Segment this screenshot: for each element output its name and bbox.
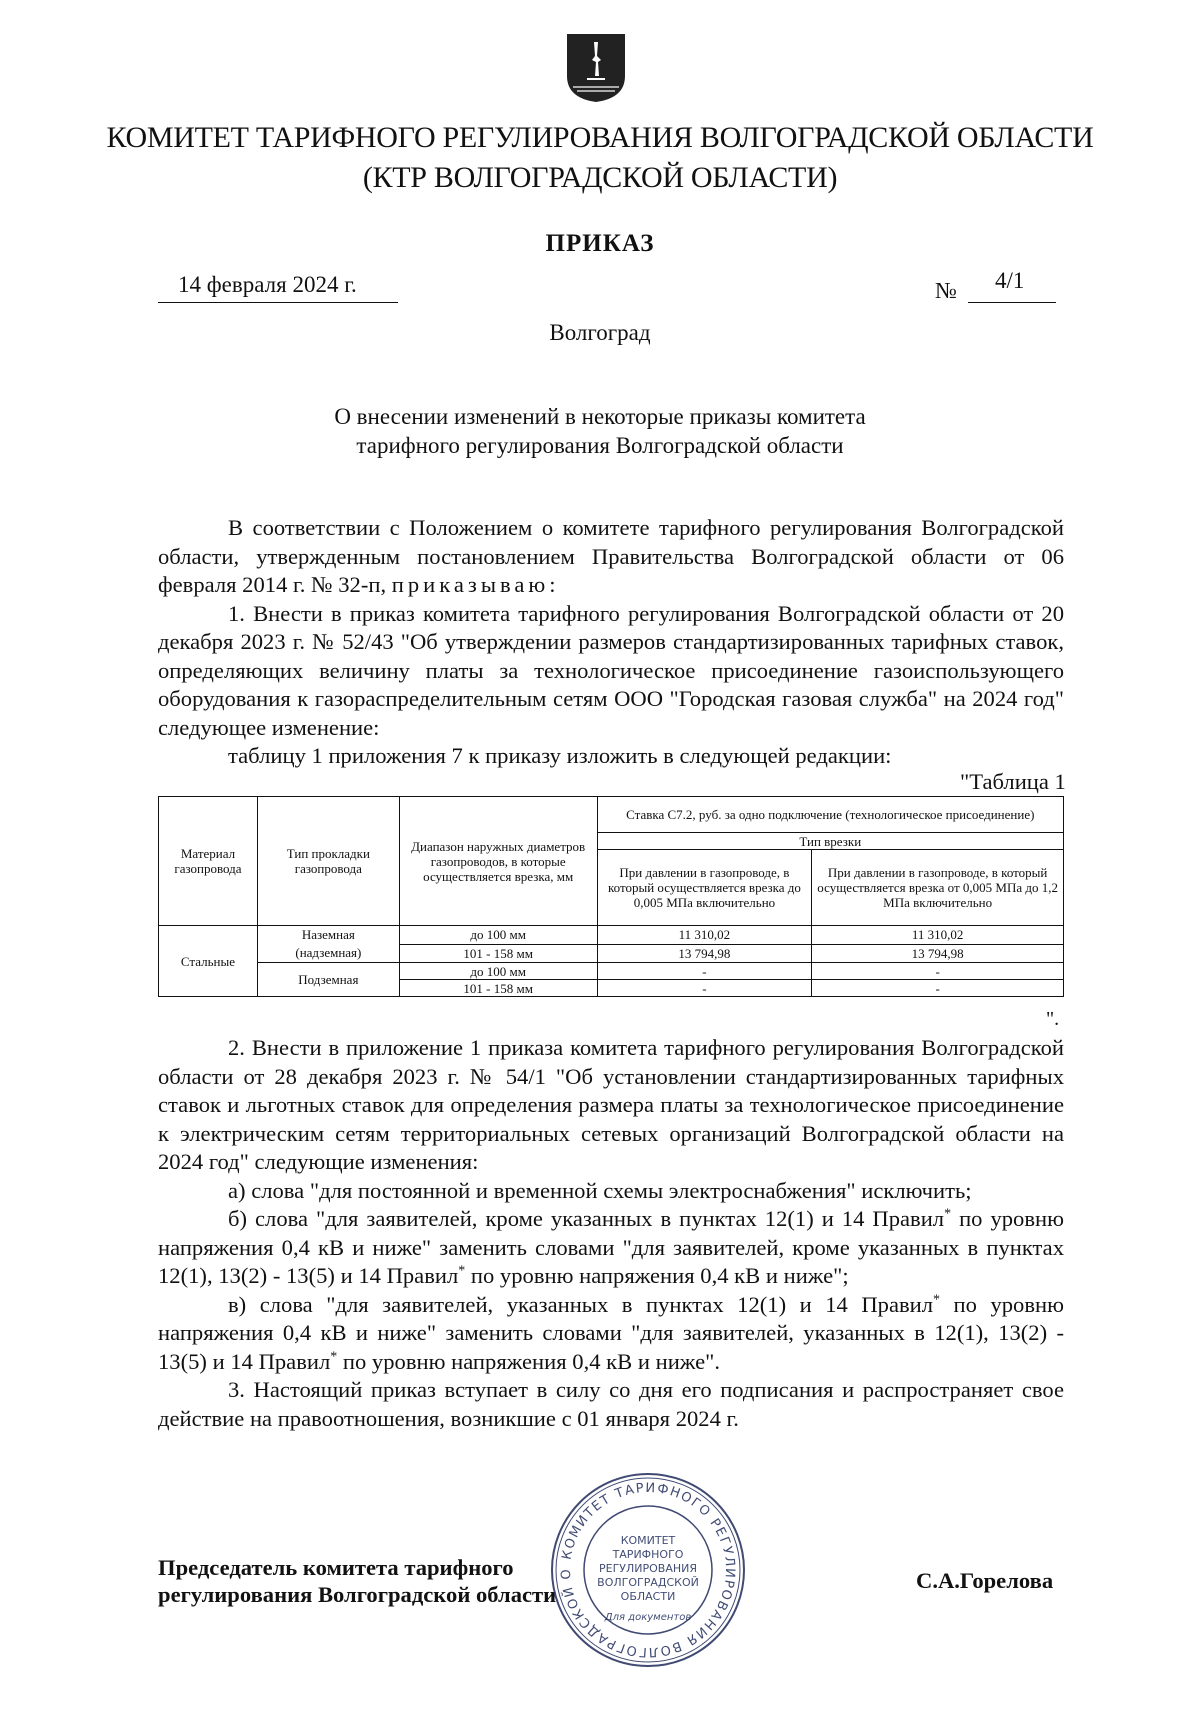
org-name: КОМИТЕТ ТАРИФНОГО РЕГУЛИРОВАНИЯ ВОЛГОГРАДСКОЙ ОБЛАСТИ xyxy=(106,121,1094,154)
svg-text:КОМИТЕТ: КОМИТЕТ xyxy=(620,1534,676,1547)
header-rate: Ставка C7.2, руб. за одно подключение (технологическое присоединение) xyxy=(597,797,1063,833)
svg-text:ОБЛАСТИ: ОБЛАСТИ xyxy=(620,1590,676,1603)
svg-text:ВОЛГОГРАДСКОЙ: ВОЛГОГРАДСКОЙ xyxy=(597,1576,699,1589)
table-cell: - xyxy=(597,963,812,980)
header-diameter: Диапазон наружных диаметров газопроводов, в которые осуществляется врезка, мм xyxy=(399,797,597,926)
header-high-pressure: При давлении в газопроводе, в который осуществляется врезка от 0,005 МПа до 1,2 МПа включительно xyxy=(812,850,1064,926)
number-label: № xyxy=(935,278,957,303)
item-1: 1. Внести в приказ комитета тарифного регулирования Волгоградской области от 20 декабря 2023 г. № 52/43 "Об утверждении размеров стандартизированных тарифных ставок, определяющих величину платы за технологическое присоединение газоиспользующего оборудования к газораспределительным сетям ООО "Городская газовая служба" на 2024 год" следующее изменение: xyxy=(158,600,1064,740)
item-1-sub: таблицу 1 приложения 7 к приказу изложить в следующей редакции: xyxy=(228,743,892,768)
table-close-quote: ". xyxy=(1046,1008,1060,1030)
table-cell: - xyxy=(597,980,812,997)
signatory-title-line-1: Председатель комитета тарифного xyxy=(158,1555,514,1580)
cell-laying-under: Подземная xyxy=(257,963,399,997)
item-2: 2. Внести в приложение 1 приказа комитета тарифного регулирования Волгоградской области от 28 декабря 2023 г. № 54/1 "Об установлении стандартизированных тарифных ставок и льготных ставок для определения размера платы за технологическое присоединение к электрическим сетям территориальных сетевых организаций Волгоградской области на 2024 год" следующие изменения: xyxy=(158,1035,1064,1174)
svg-text:ТАРИФНОГО: ТАРИФНОГО xyxy=(612,1548,684,1561)
subject-line-2: тарифного регулирования Волгоградской области xyxy=(356,433,844,458)
body-part-1 xyxy=(158,514,1064,771)
preamble-text: В соответствии с Положением о комитете тарифного регулирования Волгоградской области, утвержденным постановлением Правительства Волгоградской области от 06 февраля 2014 г. № 32-п, xyxy=(158,515,1064,597)
laying-above-line-2: (надземная) xyxy=(295,945,362,960)
official-seal xyxy=(548,1470,748,1670)
subject-line-1: О внесении изменений в некоторые приказы комитета xyxy=(334,404,866,429)
body-part-2 xyxy=(158,1034,1064,1433)
table-cell: 13 794,98 xyxy=(597,944,812,963)
document-subject xyxy=(0,402,1200,460)
cell-laying-above xyxy=(257,926,399,963)
coat-of-arms-icon xyxy=(565,32,627,104)
footnote-asterisk: * xyxy=(330,1348,338,1364)
header-material: Материал газопровода xyxy=(159,797,258,926)
footnote-asterisk: * xyxy=(458,1263,466,1279)
tariff-table xyxy=(158,796,1064,997)
cell-material: Стальные xyxy=(159,926,258,997)
svg-text:Для документов: Для документов xyxy=(604,1612,692,1623)
header-laying: Тип прокладки газопровода xyxy=(257,797,399,926)
document-type: ПРИКАЗ xyxy=(545,230,655,257)
org-short-name: (КТР ВОЛГОГРАДСКОЙ ОБЛАСТИ) xyxy=(362,161,838,194)
table-cell: до 100 мм xyxy=(399,926,597,945)
table-cell: 101 - 158 мм xyxy=(399,944,597,963)
item-2b: б) слова "для заявителей, кроме указанных в пунктах 12(1) и 14 Правил* по уровню напряжения 0,4 кВ и ниже" заменить словами "для заявителей, кроме указанных в пунктах 12(1), 13(2) - 13(5) и 14 Правил* по уровню напряжения 0,4 кВ и ниже"; xyxy=(158,1206,1064,1288)
svg-text:РЕГУЛИРОВАНИЯ: РЕГУЛИРОВАНИЯ xyxy=(598,1562,698,1575)
table-cell: 101 - 158 мм xyxy=(399,980,597,997)
item-2a: а) слова "для постоянной и временной схемы электроснабжения" исключить; xyxy=(228,1177,972,1203)
preamble-verb: приказываю: xyxy=(391,572,560,597)
signatory-title xyxy=(158,1554,556,1608)
table-cell: - xyxy=(812,980,1064,997)
table-caption: "Таблица 1 xyxy=(960,769,1066,794)
table-cell: до 100 мм xyxy=(399,963,597,980)
city: Волгоград xyxy=(549,320,651,345)
item-3: 3. Настоящий приказ вступает в силу со дня его подписания и распространяет свое действие на правоотношения, возникшие с 01 января 2024 г. xyxy=(158,1377,1064,1431)
laying-above-line-1: Наземная xyxy=(301,927,355,942)
table-cell: 11 310,02 xyxy=(597,926,812,945)
footnote-asterisk: * xyxy=(933,1291,941,1307)
signatory-name: С.А.Горелова xyxy=(916,1568,1054,1593)
svg-text:КОМИТЕТ ТАРИФНОГО РЕГУЛИРОВАНИ: КОМИТЕТ ТАРИФНОГО РЕГУЛИРОВАНИЯ ВОЛГОГРАДСКОЙ О xyxy=(558,1480,738,1660)
table-cell: 11 310,02 xyxy=(812,926,1064,945)
header-tie-type: Тип врезки xyxy=(597,833,1063,850)
table-cell: - xyxy=(812,963,1064,980)
document-date: 14 февраля 2024 г. xyxy=(178,272,357,297)
document-number: 4/1 xyxy=(995,268,1025,293)
preamble xyxy=(158,514,1064,600)
header-low-pressure: При давлении в газопроводе, в который осуществляется врезка до 0,005 МПа включительно xyxy=(597,850,812,926)
footnote-asterisk: * xyxy=(944,1206,952,1222)
item-2c: в) слова "для заявителей, указанных в пунктах 12(1) и 14 Правил* по уровню напряжения 0,4 кВ и ниже" заменить словами "для заявителей, указанных в 12(1), 13(2) - 13(5) и 14 Правил* по уровню напряжения 0,4 кВ и ниже". xyxy=(158,1291,1064,1374)
signatory-title-line-2: регулирования Волгоградской области xyxy=(158,1582,557,1607)
table-cell: 13 794,98 xyxy=(812,944,1064,963)
